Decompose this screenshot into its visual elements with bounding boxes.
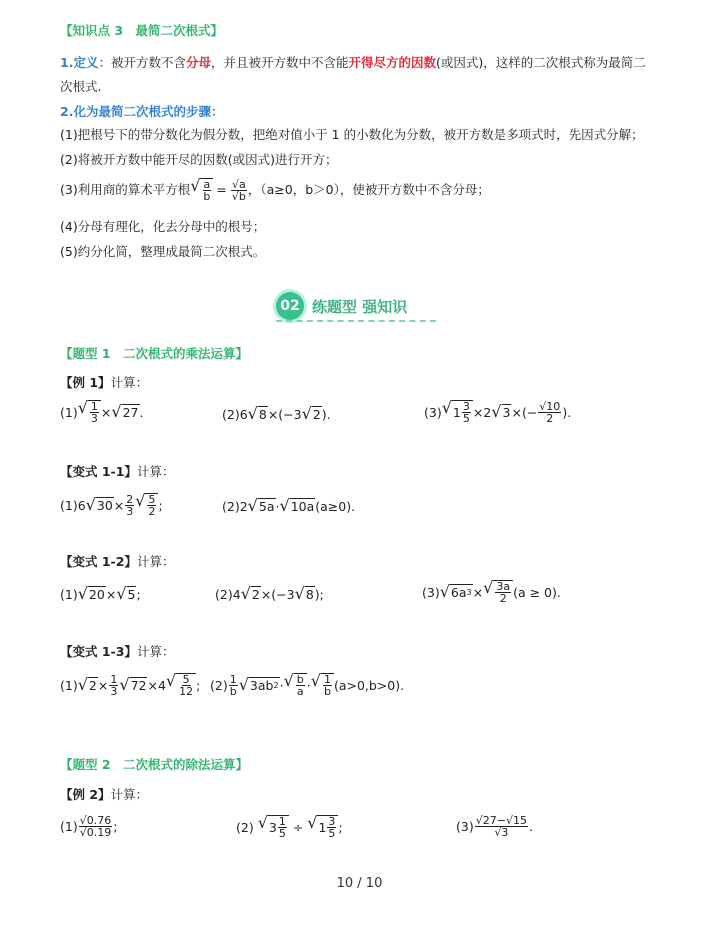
step-3-condition: ，（a≥0，b＞0），使被开方数中不含分母； [247,182,490,197]
example-1-problem-2: (2)6 √ 8 ×(−3 √ 2 ). [222,404,331,423]
step-5: (5)约分化简，整理成最简二次根式。 [60,244,266,259]
section-banner [276,292,407,320]
example-2-text: 计算： [110,787,149,802]
definition-label: 1.定义： [60,55,111,70]
variant-1-1-heading [60,463,174,481]
example-1-label: 【例 1】 [60,375,111,390]
example-2-problem-2: (2) √ 3 $\frac{1}{5}$ ÷ √ 1 $\frac{3}{5}$ ; [236,813,343,840]
section-number-badge: 02 [276,292,304,320]
variant-1-1-problem-1: (1)6 √ 30 × $\frac{2}{3}$ √ $\frac{5}{2}$ ; [60,491,163,518]
variant-1-2-text: 计算： [136,554,175,569]
step-3: (3)利用商的算术平方根 √ $\frac{a}{b}$ = $\frac{√a}{√b}$ ，（a≥0，b＞0），使被开方数中不含分母； [60,176,490,203]
example-1-text: 计算： [110,375,149,390]
example-1-problem-3: (3) √ 1 $\frac{3}{5}$ ×2 √ 3 ×(− $\frac{√10}{2}$ ). [424,398,572,425]
section-title: 练题型 强知识 [312,297,408,316]
example-2-heading [60,786,148,804]
variant-1-3-heading [60,643,174,661]
page-number: 10 / 10 [336,876,383,891]
definition-text-b: ，并且被开方数中不含能 [210,55,349,70]
variant-1-1-label: 【变式 1-1】 [60,464,137,479]
definition-highlight-factor: 开得尽方的因数 [348,55,437,70]
variant-1-2-problem-1: (1) √ 20 × √ 5 ; [60,584,141,603]
step-1: (1)把根号下的带分数化为假分数，把绝对值小于 1 的小数化为分数，被开方数是多项式时，先因式分解； [60,127,644,142]
type-1-title: 【题型 1 二次根式的乘法运算】 [60,346,249,361]
step-3-prefix: (3)利用商的算术平方根 [60,182,191,197]
sqrt-a-over-b: √ $\frac{a}{b}$ [190,178,213,202]
step-4: (4)分母有理化，化去分母中的根号； [60,219,266,234]
variant-1-2-heading [60,553,174,571]
definition-line-2: 次根式. [60,79,102,94]
definition-text-c: (或因式)，这样的二次根式称为最简二 [436,55,646,70]
variant-1-2-problem-3: (3) √ 6a 3 × √ $\frac{3a}{2}$ (a ≥ 0). [422,578,561,605]
example-2-problem-3: (3) $\frac{√27-√15}{√3}$ . [456,814,533,839]
variant-1-3-problem-1: (1) √ 2 × $\frac{1}{3}$ √ 72 ×4 √ $\frac{5}{12}$ ; [60,671,201,698]
variant-1-2-label: 【变式 1-2】 [60,554,137,569]
variant-1-1-problem-2: (2)2 √ 5a · √ 10a (a≥0). [222,496,356,515]
variant-1-1-text: 计算： [136,464,175,479]
example-2-problem-1: (1) $\frac{√0.76}{√0.19}$ ; [60,814,118,839]
steps-label: 2.化为最简二次根式的步骤： [60,104,224,119]
definition-line-1 [60,54,646,72]
definition-text-a: 被开方数不含 [110,55,186,70]
variant-1-2-problem-2: (2)4 √ 2 ×(−3 √ 8 ); [215,584,324,603]
sqrt-a-over-sqrt-b: $\frac{√a}{√b}$ [231,177,246,203]
step-2: (2)将被开方数中能开尽的因数(或因式)进行开方； [60,152,338,167]
definition-highlight-denominator: 分母 [185,55,211,70]
variant-1-3-text: 计算： [136,644,175,659]
knowledge-point-title: 【知识点 3 最简二次根式】 [60,23,224,38]
type-2-title: 【题型 2 二次根式的除法运算】 [60,757,249,772]
banner-underline [276,320,436,322]
example-1-problem-1: (1) √ $\frac{1}{3}$ × √ 27 . [60,398,144,425]
variant-1-3-label: 【变式 1-3】 [60,644,137,659]
variant-1-3-problem-2: (2) $\frac{1}{b}$ √ 3ab 2 · √ $\frac{b}{a}$ · √ $\frac{1}{b}$ (a>0,b>0). [210,671,405,698]
example-1-heading [60,374,148,392]
example-2-label: 【例 2】 [60,787,111,802]
